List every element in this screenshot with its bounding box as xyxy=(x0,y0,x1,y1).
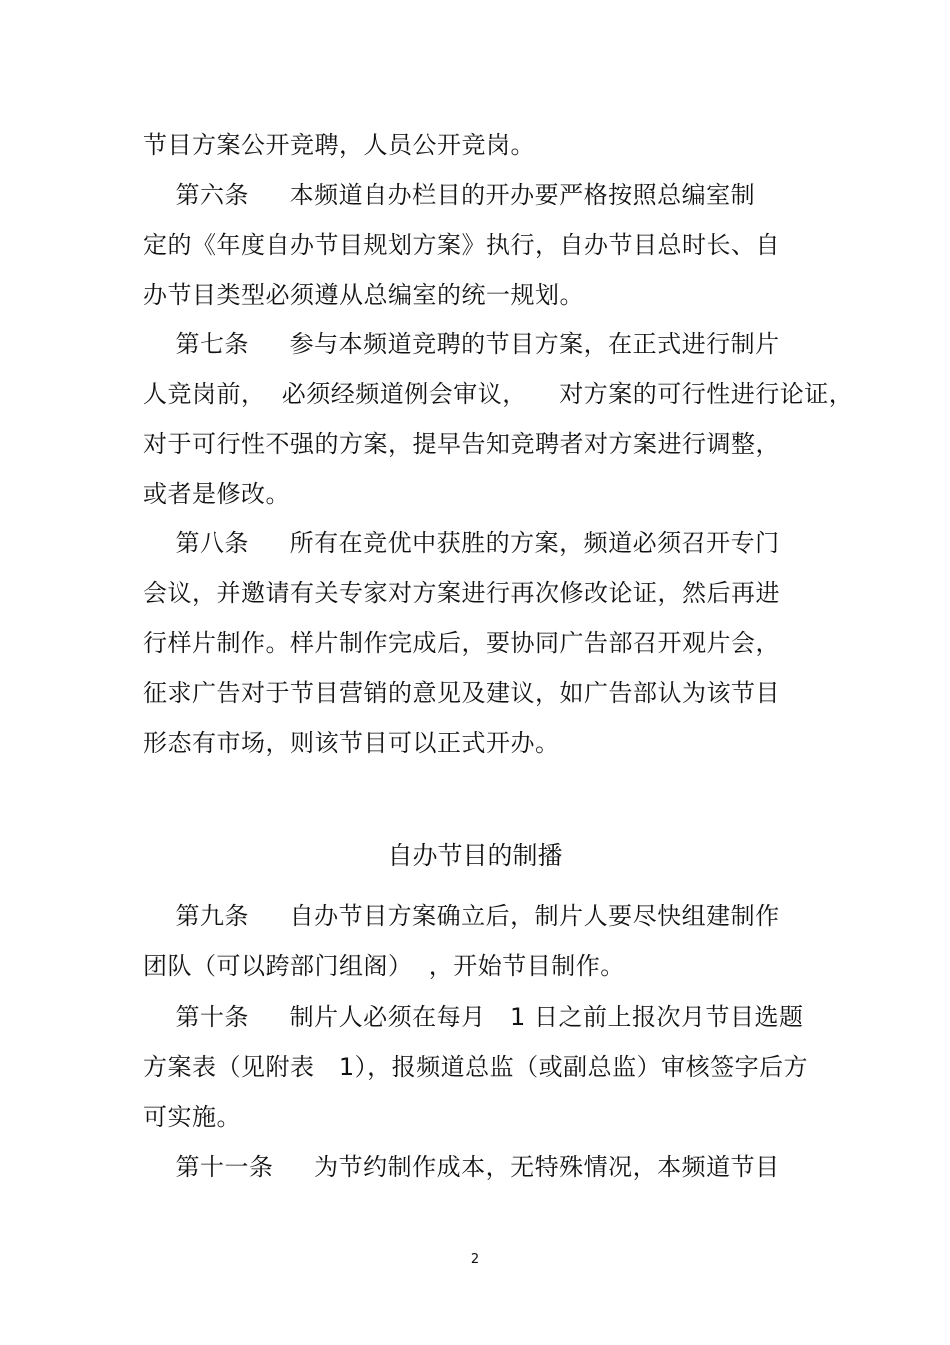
article-10-line: 第十条 制片人必须在每月 1 日之前上报次月节目选题 xyxy=(143,1003,804,1031)
article-6-line: 第六条 本频道自办栏目的开办要严格按照总编室制 xyxy=(143,181,756,209)
page-number: 2 xyxy=(470,1252,480,1267)
text-line: 征求广告对于节目营销的意见及建议，如广告部认为该节目 xyxy=(143,679,780,707)
text-line: 或者是修改。 xyxy=(143,480,290,508)
text-line: 可实施。 xyxy=(143,1103,241,1131)
text-line: 形态有市场，则该节目可以正式开办。 xyxy=(143,729,560,757)
text-line: 团队（可以跨部门组阁） ，开始节目制作。 xyxy=(143,952,625,980)
article-7-line: 第七条 参与本频道竞聘的节目方案，在正式进行制片 xyxy=(143,330,780,358)
text-line: 行样片制作。样片制作完成后，要协同广告部召开观片会， xyxy=(143,629,780,657)
text-line: 会议，并邀请有关专家对方案进行再次修改论证，然后再进 xyxy=(143,579,780,607)
article-11-line: 第十一条 为节约制作成本，无特殊情况，本频道节目 xyxy=(143,1153,780,1181)
section-title: 自办节目的制播 xyxy=(387,841,563,870)
article-9-line: 第九条 自办节目方案确立后，制片人要尽快组建制作 xyxy=(143,902,780,930)
text-line: 人竞岗前， 必须经频道例会审议， 对方案的可行性进行论证， xyxy=(143,380,854,408)
text-line: 办节目类型必须遵从总编室的统一规划。 xyxy=(143,281,584,309)
article-8-line: 第八条 所有在竞优中获胜的方案，频道必须召开专门 xyxy=(143,529,780,557)
text-line: 定的《年度自办节目规划方案》执行，自办节目总时长、自 xyxy=(143,231,780,259)
text-line: 对于可行性不强的方案，提早告知竞聘者对方案进行调整， xyxy=(143,430,780,458)
text-line: 节目方案公开竞聘，人员公开竞岗。 xyxy=(143,131,535,159)
text-line: 方案表（见附表 1），报频道总监（或副总监）审核签字后方 xyxy=(143,1053,809,1081)
